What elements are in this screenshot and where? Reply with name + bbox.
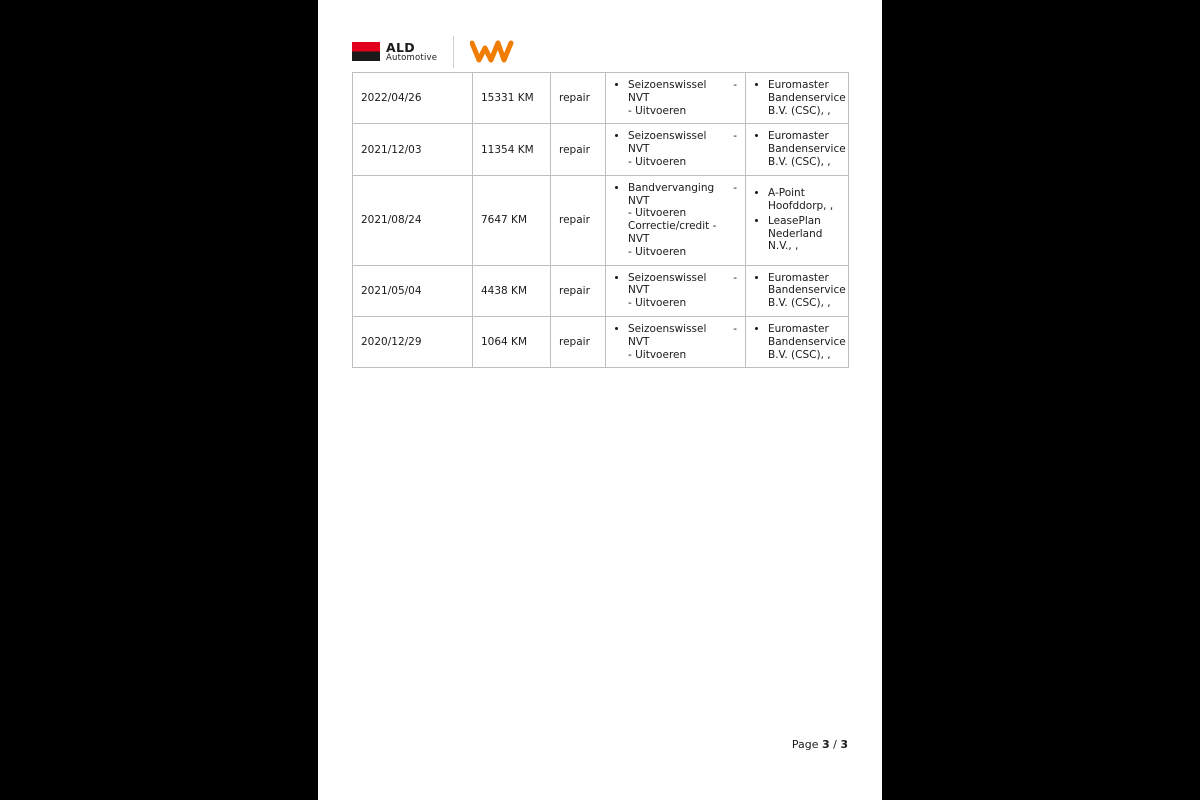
record-date: 2022/04/26	[353, 73, 473, 124]
work-item	[628, 130, 737, 168]
work-item-title: Seizoenswissel	[628, 271, 707, 284]
supplier-list	[754, 130, 846, 168]
record-work	[606, 316, 746, 367]
supplier-item: • Euromaster Bandenservice B.V. (CSC), ,	[768, 323, 840, 361]
supplier-item: • A-Point Hoofddorp, ,	[768, 187, 840, 213]
record-type: repair	[551, 175, 606, 265]
supplier-list	[754, 79, 846, 117]
record-date: 2021/05/04	[353, 265, 473, 316]
record-mileage: 7647 KM	[473, 175, 551, 265]
work-item-code: NVT	[628, 335, 650, 348]
maintenance-records-table	[352, 72, 849, 368]
work-item-dash: -	[733, 322, 737, 335]
work-item-head	[628, 272, 737, 285]
ald-logo-subtitle: Automotive	[386, 53, 438, 64]
footer-total-pages: 3	[840, 738, 848, 751]
record-date: 2021/12/03	[353, 124, 473, 175]
supplier-item: • Euromaster Bandenservice B.V. (CSC), ,	[768, 79, 840, 117]
record-mileage: 11354 KM	[473, 124, 551, 175]
work-item-action: - Uitvoeren	[628, 207, 687, 220]
work-item-dash: -	[733, 79, 737, 91]
table-row	[353, 124, 849, 175]
record-type: repair	[551, 316, 606, 367]
work-item-title: Seizoenswissel	[628, 79, 707, 91]
work-item	[628, 323, 737, 361]
work-item-title: Seizoenswissel	[628, 322, 707, 335]
table-row	[353, 175, 849, 265]
work-item-code: NVT	[628, 91, 650, 104]
work-item	[628, 272, 737, 310]
record-supplier	[746, 265, 849, 316]
work-item-dash: -	[733, 181, 737, 194]
record-work	[606, 73, 746, 124]
work-item-title: Seizoenswissel	[628, 130, 707, 143]
document-header	[352, 32, 514, 72]
work-item-action: - Uitvoeren	[628, 348, 687, 361]
work-item-title-secondary: Correctie/credit -	[628, 220, 717, 233]
work-item-title: Bandvervanging	[628, 181, 715, 194]
work-item-action-secondary: - Uitvoeren	[628, 245, 687, 258]
wheels-logo-icon	[470, 39, 514, 65]
record-work	[606, 124, 746, 175]
table-row	[353, 265, 849, 316]
record-mileage: 4438 KM	[473, 265, 551, 316]
logo-divider	[453, 36, 454, 68]
table-row	[353, 73, 849, 124]
ald-mark-icon	[352, 42, 380, 61]
record-mileage: 15331 KM	[473, 73, 551, 124]
work-item-head	[628, 79, 737, 92]
record-mileage: 1064 KM	[473, 316, 551, 367]
work-item-code: NVT	[628, 284, 650, 297]
record-type: repair	[551, 73, 606, 124]
footer-page-label: Page	[791, 738, 819, 751]
work-item-code: NVT	[628, 194, 650, 207]
work-item-action: - Uitvoeren	[628, 104, 687, 117]
work-item-code-secondary: NVT	[628, 232, 650, 245]
work-list	[614, 272, 737, 310]
work-item	[628, 182, 737, 259]
record-work	[606, 175, 746, 265]
page-footer	[318, 738, 882, 751]
footer-current-page: 3	[821, 738, 830, 751]
ald-automotive-logo	[352, 41, 437, 63]
work-item-dash: -	[733, 130, 737, 143]
work-item	[628, 79, 737, 117]
work-list	[614, 182, 737, 259]
supplier-list	[754, 322, 846, 361]
footer-separator: /	[833, 738, 837, 751]
supplier-item: • Euromaster Bandenservice B.V. (CSC), ,	[768, 130, 840, 168]
supplier-list	[754, 187, 840, 253]
record-type: repair	[551, 124, 606, 175]
work-item-action: - Uitvoeren	[628, 155, 687, 168]
supplier-item: • LeasePlan Nederland N.V., ,	[768, 215, 840, 253]
work-list	[614, 323, 737, 361]
record-supplier	[746, 73, 849, 124]
record-work	[606, 265, 746, 316]
work-item-head	[628, 323, 737, 336]
work-list	[614, 130, 737, 168]
document-page	[318, 0, 882, 800]
table-row	[353, 316, 849, 367]
record-supplier	[746, 124, 849, 175]
ald-logo-name: ALD	[386, 39, 415, 55]
record-supplier	[746, 316, 849, 367]
work-list	[614, 79, 737, 117]
work-item-head	[628, 182, 737, 195]
work-item-dash: -	[733, 271, 737, 284]
work-item-head	[628, 130, 737, 143]
work-item-code: NVT	[628, 143, 650, 156]
ald-logo-text	[386, 41, 437, 63]
supplier-list	[754, 271, 846, 310]
record-date: 2021/08/24	[353, 175, 473, 265]
work-item-action: - Uitvoeren	[628, 297, 687, 310]
supplier-item: • Euromaster Bandenservice B.V. (CSC), ,	[768, 272, 840, 310]
record-type: repair	[551, 265, 606, 316]
record-supplier	[746, 175, 849, 265]
record-date: 2020/12/29	[353, 316, 473, 367]
